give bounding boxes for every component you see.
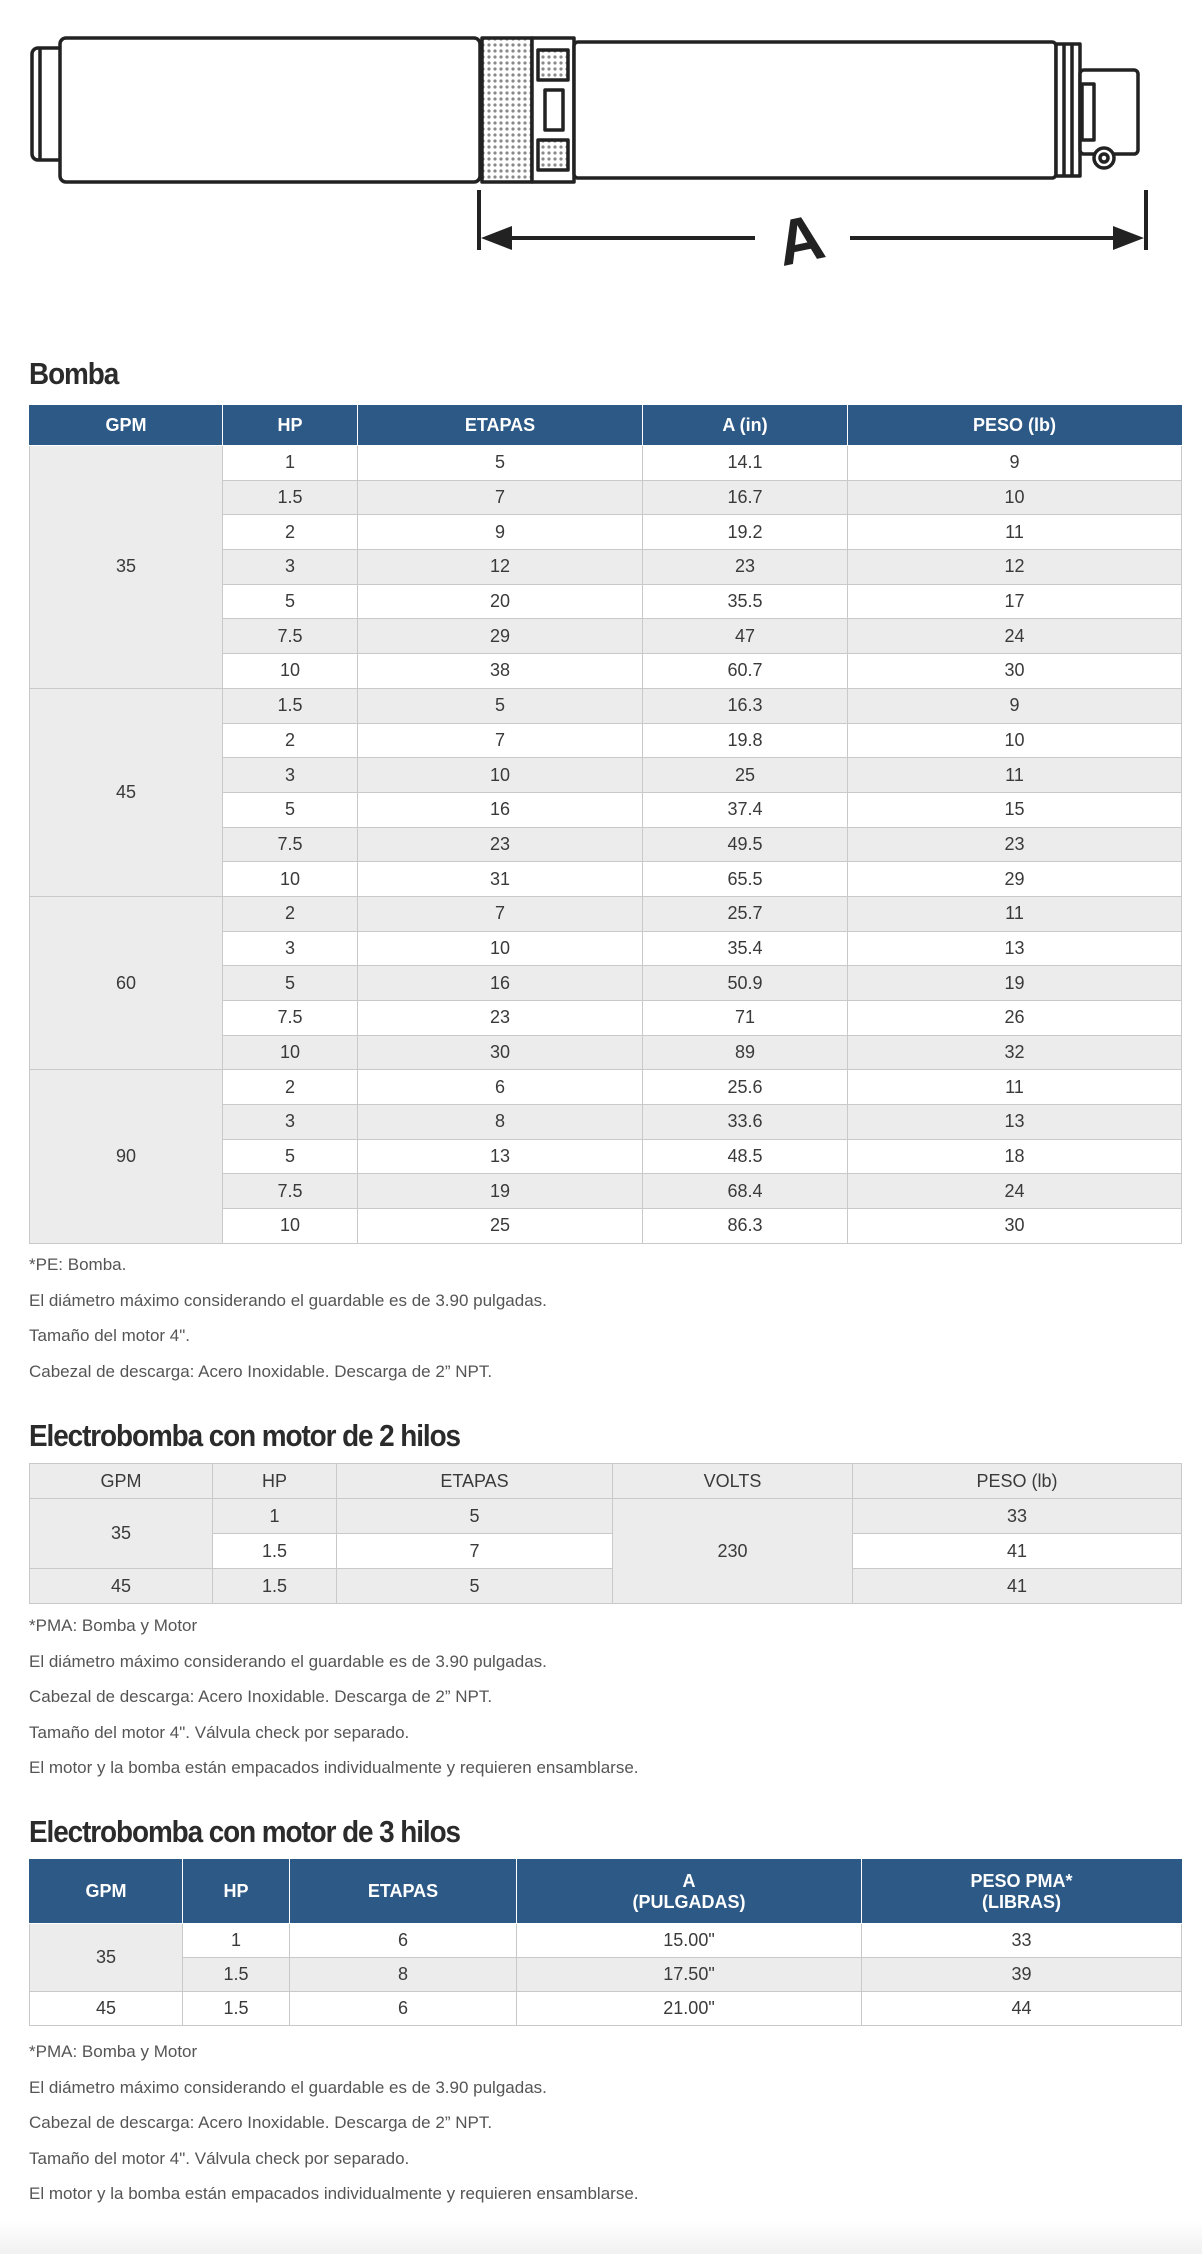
a-cell: 19.8	[643, 723, 848, 758]
col-a-line1: A	[682, 1870, 696, 1891]
tres-hilos-title: Electrobomba con motor de 3 hilos	[29, 1814, 460, 1849]
a-cell: 47	[643, 619, 848, 654]
note-text: Tamaño del motor 4".	[29, 1326, 191, 1345]
a-cell: 71	[643, 1001, 848, 1036]
peso-cell: 32	[848, 1035, 1182, 1070]
peso-cell: 33	[853, 1499, 1182, 1534]
hp-cell: 1.5	[223, 688, 358, 723]
table-row	[30, 1992, 1182, 2026]
peso-cell: 11	[848, 896, 1182, 931]
note-text: *PMA: Bomba y Motor	[29, 2042, 198, 2061]
peso-cell: 9	[848, 446, 1182, 481]
tres-hilos-table	[29, 1859, 1182, 2026]
etapas-cell: 7	[358, 896, 643, 931]
a-cell: 35.4	[643, 931, 848, 966]
note-text: Cabezal de descarga: Acero Inoxidable. Descarga de 2” NPT.	[29, 1687, 493, 1706]
etapas-cell: 30	[358, 1035, 643, 1070]
etapas-cell: 9	[358, 515, 643, 550]
volts-cell: 230	[613, 1499, 853, 1604]
etapas-cell: 5	[358, 446, 643, 481]
a-cell: 35.5	[643, 584, 848, 619]
hp-cell: 2	[223, 723, 358, 758]
note-text: Cabezal de descarga: Acero Inoxidable. Descarga de 2” NPT.	[29, 2113, 493, 2132]
etapas-cell: 6	[358, 1070, 643, 1105]
a-cell: 65.5	[643, 862, 848, 897]
etapas-cell: 23	[358, 827, 643, 862]
etapas-cell: 6	[290, 1924, 517, 1958]
gpm-cell: 35	[30, 1499, 213, 1569]
note-text: *PE: Bomba.	[29, 1255, 127, 1274]
dos-hilos-title: Electrobomba con motor de 2 hilos	[29, 1418, 460, 1453]
etapas-cell: 7	[337, 1534, 613, 1569]
bottom-fade	[0, 2220, 1202, 2254]
etapas-cell: 16	[358, 966, 643, 1001]
peso-cell: 11	[848, 1070, 1182, 1105]
a-cell: 50.9	[643, 966, 848, 1001]
peso-cell: 41	[853, 1534, 1182, 1569]
note-text: El motor y la bomba están empacados individualmente y requieren ensamblarse.	[29, 2184, 639, 2203]
hp-cell: 7.5	[223, 1001, 358, 1036]
col-peso-line1: PESO PMA*	[970, 1870, 1073, 1891]
etapas-cell: 10	[358, 931, 643, 966]
hp-cell: 1.5	[213, 1569, 337, 1604]
pump-diagram	[0, 0, 1202, 290]
etapas-cell: 5	[337, 1499, 613, 1534]
note-text: Cabezal de descarga: Acero Inoxidable. Descarga de 2” NPT.	[29, 1361, 493, 1381]
col-peso-line2: (LIBRAS)	[982, 1891, 1061, 1912]
peso-cell: 11	[848, 515, 1182, 550]
col-etapas: ETAPAS	[358, 406, 643, 446]
col-hp: HP	[223, 406, 358, 446]
col-a	[517, 1860, 862, 1924]
peso-cell: 11	[848, 758, 1182, 793]
col-peso	[862, 1860, 1182, 1924]
hp-cell: 5	[223, 584, 358, 619]
peso-cell: 18	[848, 1139, 1182, 1174]
etapas-cell: 7	[358, 480, 643, 515]
etapas-cell: 31	[358, 862, 643, 897]
peso-cell: 19	[848, 966, 1182, 1001]
etapas-cell: 29	[358, 619, 643, 654]
a-cell: 25.7	[643, 896, 848, 931]
dimension-label: A	[770, 199, 831, 280]
col-hp: HP	[213, 1464, 337, 1499]
peso-cell: 33	[862, 1924, 1182, 1958]
hp-cell: 10	[223, 654, 358, 689]
peso-cell: 41	[853, 1569, 1182, 1604]
a-cell: 16.3	[643, 688, 848, 723]
a-cell: 86.3	[643, 1209, 848, 1244]
etapas-cell: 10	[358, 758, 643, 793]
peso-cell: 13	[848, 1105, 1182, 1140]
hp-cell: 1.5	[183, 1992, 290, 2026]
a-cell: 89	[643, 1035, 848, 1070]
a-cell: 33.6	[643, 1105, 848, 1140]
note-text: El diámetro máximo considerando el guardable es de 3.90 pulgadas.	[29, 2077, 547, 2097]
col-etapas: ETAPAS	[290, 1860, 517, 1924]
hp-cell: 7.5	[223, 619, 358, 654]
gpm-cell: 60	[30, 896, 223, 1069]
hp-cell: 1.5	[213, 1534, 337, 1569]
etapas-cell: 12	[358, 550, 643, 585]
gpm-cell: 45	[30, 688, 223, 896]
table-row	[30, 1499, 1182, 1534]
gpm-cell: 35	[30, 1924, 183, 1992]
col-volts: VOLTS	[613, 1464, 853, 1499]
etapas-cell: 25	[358, 1209, 643, 1244]
col-a-line2: (PULGADAS)	[632, 1891, 746, 1912]
a-cell: 14.1	[643, 446, 848, 481]
col-peso: PESO (lb)	[848, 406, 1182, 446]
a-cell: 48.5	[643, 1139, 848, 1174]
bomba-title: Bomba	[29, 356, 119, 391]
a-cell: 15.00"	[517, 1924, 862, 1958]
hp-cell: 5	[223, 1139, 358, 1174]
etapas-cell: 5	[337, 1569, 613, 1604]
peso-cell: 30	[848, 654, 1182, 689]
peso-cell: 30	[848, 1209, 1182, 1244]
hp-cell: 7.5	[223, 1174, 358, 1209]
col-hp: HP	[183, 1860, 290, 1924]
etapas-cell: 6	[290, 1992, 517, 2026]
table-row	[30, 1070, 1182, 1105]
etapas-cell: 19	[358, 1174, 643, 1209]
bomba-header-row	[30, 406, 1182, 446]
hp-cell: 5	[223, 792, 358, 827]
hp-cell: 1	[183, 1924, 290, 1958]
table-row	[30, 1569, 1182, 1604]
hp-cell: 10	[223, 862, 358, 897]
note-text: Tamaño del motor 4". Válvula check por separado.	[29, 1722, 410, 1742]
a-cell: 49.5	[643, 827, 848, 862]
hp-cell: 2	[223, 1070, 358, 1105]
etapas-cell: 16	[358, 792, 643, 827]
col-gpm: GPM	[30, 406, 223, 446]
bomba-table	[29, 405, 1182, 1244]
note-text: Tamaño del motor 4". Válvula check por separado.	[29, 2148, 410, 2168]
hp-cell: 3	[223, 758, 358, 793]
tres-hilos-header-row	[30, 1860, 1182, 1924]
gpm-cell: 90	[30, 1070, 223, 1243]
a-cell: 16.7	[643, 480, 848, 515]
etapas-cell: 8	[290, 1958, 517, 1992]
hp-cell: 10	[223, 1209, 358, 1244]
table-row	[30, 688, 1182, 723]
hp-cell: 2	[223, 896, 358, 931]
dos-hilos-header-row	[30, 1464, 1182, 1499]
gpm-cell: 35	[30, 446, 223, 689]
note-text: El diámetro máximo considerando el guardable es de 3.90 pulgadas.	[29, 1290, 547, 1310]
peso-cell: 26	[848, 1001, 1182, 1036]
col-peso: PESO (lb)	[853, 1464, 1182, 1499]
hp-cell: 3	[223, 550, 358, 585]
note-text: *PMA: Bomba y Motor	[29, 1616, 198, 1635]
hp-cell: 5	[223, 966, 358, 1001]
peso-cell: 24	[848, 619, 1182, 654]
note-text: El diámetro máximo considerando el guardable es de 3.90 pulgadas.	[29, 1651, 547, 1671]
a-cell: 25.6	[643, 1070, 848, 1105]
peso-cell: 23	[848, 827, 1182, 862]
col-gpm: GPM	[30, 1464, 213, 1499]
etapas-cell: 23	[358, 1001, 643, 1036]
gpm-cell: 45	[30, 1992, 183, 2026]
table-row	[30, 1924, 1182, 1958]
hp-cell: 1.5	[223, 480, 358, 515]
a-cell: 25	[643, 758, 848, 793]
hp-cell: 2	[223, 515, 358, 550]
hp-cell: 3	[223, 931, 358, 966]
a-cell: 19.2	[643, 515, 848, 550]
a-cell: 37.4	[643, 792, 848, 827]
col-gpm: GPM	[30, 1860, 183, 1924]
peso-cell: 44	[862, 1992, 1182, 2026]
peso-cell: 10	[848, 480, 1182, 515]
col-etapas: ETAPAS	[337, 1464, 613, 1499]
peso-cell: 29	[848, 862, 1182, 897]
etapas-cell: 7	[358, 723, 643, 758]
hp-cell: 1.5	[183, 1958, 290, 1992]
etapas-cell: 20	[358, 584, 643, 619]
peso-cell: 15	[848, 792, 1182, 827]
a-cell: 21.00"	[517, 1992, 862, 2026]
etapas-cell: 5	[358, 688, 643, 723]
hp-cell: 3	[223, 1105, 358, 1140]
gpm-cell: 45	[30, 1569, 213, 1604]
hp-cell: 10	[223, 1035, 358, 1070]
peso-cell: 9	[848, 688, 1182, 723]
etapas-cell: 13	[358, 1139, 643, 1174]
peso-cell: 10	[848, 723, 1182, 758]
table-row	[30, 1958, 1182, 1992]
peso-cell: 17	[848, 584, 1182, 619]
col-a: A (in)	[643, 406, 848, 446]
peso-cell: 13	[848, 931, 1182, 966]
peso-cell: 39	[862, 1958, 1182, 1992]
a-cell: 60.7	[643, 654, 848, 689]
table-row	[30, 446, 1182, 481]
hp-cell: 1	[213, 1499, 337, 1534]
peso-cell: 12	[848, 550, 1182, 585]
note-text: El motor y la bomba están empacados individualmente y requieren ensamblarse.	[29, 1758, 639, 1777]
dos-hilos-table	[29, 1463, 1182, 1604]
hp-cell: 7.5	[223, 827, 358, 862]
hp-cell: 1	[223, 446, 358, 481]
table-row	[30, 896, 1182, 931]
a-cell: 68.4	[643, 1174, 848, 1209]
etapas-cell: 38	[358, 654, 643, 689]
etapas-cell: 8	[358, 1105, 643, 1140]
a-cell: 17.50"	[517, 1958, 862, 1992]
a-cell: 23	[643, 550, 848, 585]
peso-cell: 24	[848, 1174, 1182, 1209]
